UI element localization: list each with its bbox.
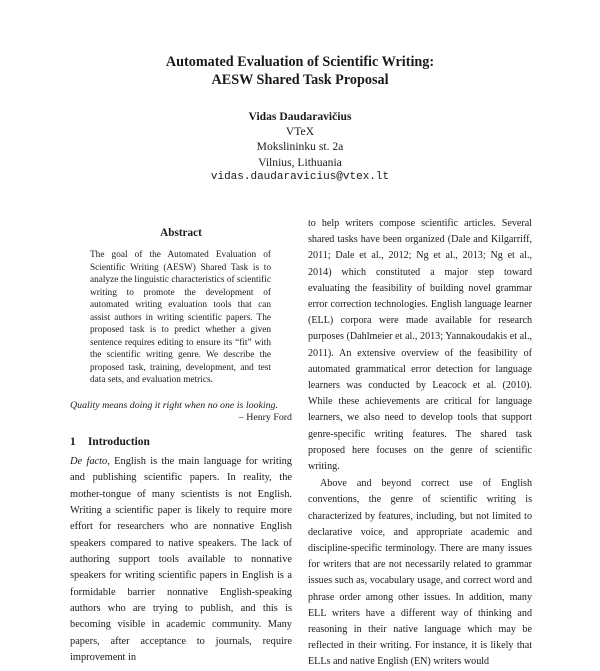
intro-paragraph-text: , English is the main language for writing and publishing scientific papers. In reality, the mother-tongue of many scientists is not English. Writing a scientific paper is likely to require more effort for researchers who are nonnative English speakers compared to native speakers. The lack of authoring support tools available to nonnative speakers for writing scientific papers in English is a formidable barrier nonnative English-speaking authors who are trying to publish, and this is becoming visible in academic community. Many papers, after acceptance to journals, require improvement in [70, 455, 292, 663]
left-column [70, 226, 292, 666]
intro-lead-phrase: De facto [70, 455, 108, 467]
author-email: vidas.daudaravicius@vtex.lt [210, 170, 390, 183]
epigraph [70, 400, 292, 425]
epigraph-text: Quality means doing it right when no one is looking. [70, 400, 278, 412]
abstract-text: The goal of the Automated Evaluation of Scientific Writing (AESW) Shared Task is to analyze the linguistic characteristics of scientific writing to promote the development of automated writing evaluation tools that can assist authors in writing scientific papers. The proposed task is to predict whether a given sentence requires editing to ensure its “fit” with the scientific writing genre. We describe the proposed task, training, development, and test data sets, and evaluation metrics. [90, 250, 271, 386]
author-organization: VTeX [285, 125, 315, 139]
body-paragraph-2: Above and beyond correct use of English conventions, the genre of scientific writing is characterized by features, including, but not limited to declarative voice, and appropriate academic and discipline-specific terminology. There are many issues for writers that are not necessarily related to grammar issues such as, vocabulary usage, and correct word and phrase order among other issues. In addition, many ELL writers have a different way of thinking and reasoning in their native language which may be reflected in their writing. For instance, it is likely that ELLs and native English (EN) writers would [308, 478, 532, 668]
body-paragraph-1: to help writers compose scientific articles. Several shared tasks have been organized (Dale and Kilgarriff, 2011; Dale et al., 2012; Ng et al., 2013; Ng et al., 2014) which constituted a major step toward evaluating the feasibility of building novel grammar error correction technologies. English language learner (ELL) corpora were made available for research purposes (Dahlmeier et al., 2013; Yannakoudakis et al., 2011). An extensive overview of the feasibility of automated grammatical error detection for language learners was conducted by Leacock et al. (2010). While these achievements are critical for language learners, we also need to develop tools that support genre-specific writing features. The shared task proposed here focuses on the genre of scientific writing. [308, 218, 532, 473]
paper-title-line-2: AESW Shared Task Proposal [211, 72, 389, 88]
intro-paragraph [70, 454, 292, 666]
abstract-heading: Abstract [160, 227, 202, 239]
section-heading-introduction [70, 435, 292, 449]
paper-title [0, 53, 600, 89]
author-block [0, 109, 600, 185]
paper-title-line-1: Automated Evaluation of Scientific Writing: [165, 54, 435, 70]
section-title: Introduction [88, 435, 150, 448]
right-column [308, 216, 532, 671]
author-street: Mokslininku st. 2a [256, 140, 344, 154]
right-column-text [308, 216, 532, 671]
section-number: 1 [70, 435, 76, 448]
author-name: Vidas Daudaravičius [248, 110, 352, 123]
epigraph-author: – Henry Ford [238, 412, 292, 424]
author-city: Vilnius, Lithuania [258, 155, 342, 169]
